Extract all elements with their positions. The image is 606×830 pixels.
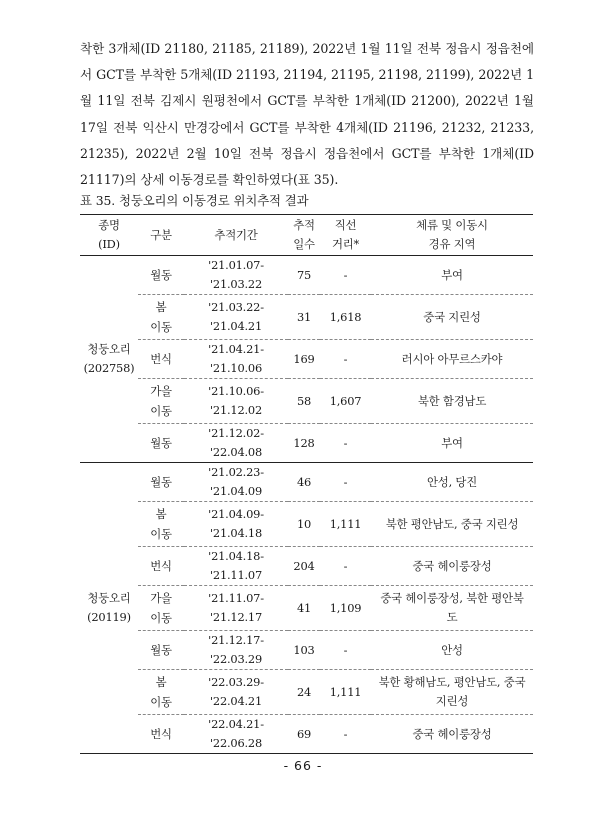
- tracking-table: [80, 214, 533, 754]
- days-cell: 204: [288, 547, 320, 586]
- table-row: [80, 586, 533, 631]
- distance-cell: 1,618: [320, 295, 371, 340]
- days-cell: 75: [288, 256, 320, 295]
- table-row: [80, 424, 533, 463]
- species-cell: [80, 256, 138, 463]
- table-caption: 표 35. 청둥오리의 이동경로 위치추적 결과: [80, 193, 309, 208]
- species-name: 청둥오리: [87, 342, 131, 356]
- distance-cell: -: [320, 340, 371, 379]
- distance-cell: 1,111: [320, 502, 371, 547]
- region-cell: 중국 헤이룽장성, 북한 평안북도: [371, 586, 533, 631]
- species-id: (202758): [83, 361, 135, 375]
- distance-cell: -: [320, 424, 371, 463]
- table-row: [80, 295, 533, 340]
- category-cell: [138, 715, 184, 754]
- days-cell: 103: [288, 631, 320, 670]
- region-cell: 중국 헤이룽장성: [371, 715, 533, 754]
- distance-cell: 1,111: [320, 670, 371, 715]
- category-line: 이동: [150, 320, 172, 334]
- region-cell: 북한 평안남도, 중국 지린성: [371, 502, 533, 547]
- days-cell: 169: [288, 340, 320, 379]
- days-cell: 58: [288, 379, 320, 424]
- table-header-row: [80, 215, 533, 256]
- table-row: [80, 256, 533, 295]
- region-cell: 중국 헤이룽장성: [371, 547, 533, 586]
- category-line: 월동: [150, 474, 172, 489]
- category-cell: [138, 502, 184, 547]
- period-cell: '21.10.06-'21.12.02: [184, 379, 288, 424]
- category-line: 이동: [150, 611, 172, 625]
- page-number: - 66 -: [283, 758, 323, 773]
- category-cell: [138, 379, 184, 424]
- category-line: 번식: [150, 726, 172, 741]
- distance-cell: -: [320, 547, 371, 586]
- period-cell: '22.03.29-'22.04.21: [184, 670, 288, 715]
- species-cell: [80, 463, 138, 754]
- table-row: [80, 379, 533, 424]
- table-row: [80, 502, 533, 547]
- category-line: 봄: [155, 300, 167, 314]
- species-name: 청둥오리: [87, 591, 131, 605]
- table-row: [80, 547, 533, 586]
- category-cell: [138, 631, 184, 670]
- period-cell: '21.03.22-'21.04.21: [184, 295, 288, 340]
- category-cell: [138, 547, 184, 586]
- category-line: 이동: [150, 527, 172, 541]
- category-cell: [138, 295, 184, 340]
- species-id: (20119): [87, 610, 131, 624]
- region-cell: 러시아 아무르스카야: [371, 340, 533, 379]
- period-cell: '21.02.23-'21.04.09: [184, 463, 288, 502]
- period-cell: '21.11.07-'21.12.17: [184, 586, 288, 631]
- header-period: 추적기간: [214, 227, 258, 242]
- category-cell: [138, 586, 184, 631]
- days-cell: 128: [288, 424, 320, 463]
- distance-cell: -: [320, 631, 371, 670]
- category-line: 이동: [150, 695, 172, 709]
- category-line: 이동: [150, 404, 172, 418]
- category-line: 월동: [150, 267, 172, 282]
- table-body: [80, 256, 533, 754]
- days-cell: 31: [288, 295, 320, 340]
- region-cell: 북한 황해남도, 평안남도, 중국 지린성: [371, 670, 533, 715]
- distance-cell: -: [320, 463, 371, 502]
- category-line: 월동: [150, 642, 172, 657]
- category-line: 봄: [155, 507, 167, 521]
- region-cell: 부여: [371, 424, 533, 463]
- table-row: [80, 463, 533, 502]
- days-cell: 41: [288, 586, 320, 631]
- days-cell: 69: [288, 715, 320, 754]
- category-cell: [138, 463, 184, 502]
- header-days: 추적 일수: [293, 218, 315, 251]
- table-row: [80, 670, 533, 715]
- category-line: 봄: [155, 675, 167, 689]
- period-cell: '21.04.21-'21.10.06: [184, 340, 288, 379]
- header-region: 체류 및 이동시 경유 지역: [416, 218, 488, 251]
- header-species: 종명 (ID): [98, 218, 120, 251]
- category-line: 번식: [150, 558, 172, 573]
- days-cell: 10: [288, 502, 320, 547]
- table-row: [80, 631, 533, 670]
- header-category: 구분: [150, 227, 172, 242]
- distance-cell: 1,109: [320, 586, 371, 631]
- category-cell: [138, 424, 184, 463]
- region-cell: 부여: [371, 256, 533, 295]
- category-line: 가을: [150, 384, 172, 398]
- region-cell: 안성: [371, 631, 533, 670]
- category-line: 번식: [150, 351, 172, 366]
- days-cell: 46: [288, 463, 320, 502]
- region-cell: 안성, 당진: [371, 463, 533, 502]
- region-cell: 북한 함경남도: [371, 379, 533, 424]
- category-cell: [138, 340, 184, 379]
- category-line: 가을: [150, 591, 172, 605]
- body-paragraph: 착한 3개체(ID 21180, 21185, 21189), 2022년 1월 11일 전북 정읍시 정읍천에서 GCT를 부착한 5개체(ID 21193, 21194, 21195, 21198, 21199), 2022년 1월 11일 전북 김제시 원평천에서 GCT를 부착한 1개체(ID 21200), 2022년 1월 17일 전북 익산시 만경강에서 GCT를 부착한 4개체(ID 21196, 21232, 21233, 21235), 2022년 2월 10일 전북 정읍시 정읍천에서 GCT를 부착한 1개체(ID 21117)의 상세 이동경로를 확인하였다(표 35).: [80, 41, 534, 188]
- distance-cell: -: [320, 256, 371, 295]
- header-distance: 직선 거리*: [331, 218, 360, 251]
- table-row: [80, 340, 533, 379]
- distance-cell: 1,607: [320, 379, 371, 424]
- period-cell: '21.12.02-'22.04.08: [184, 424, 288, 463]
- category-cell: [138, 256, 184, 295]
- category-cell: [138, 670, 184, 715]
- period-cell: '22.04.21-'22.06.28: [184, 715, 288, 754]
- region-cell: 중국 지린성: [371, 295, 533, 340]
- period-cell: '21.04.09-'21.04.18: [184, 502, 288, 547]
- period-cell: '21.01.07-'21.03.22: [184, 256, 288, 295]
- table-row: [80, 715, 533, 754]
- period-cell: '21.12.17-'22.03.29: [184, 631, 288, 670]
- distance-cell: -: [320, 715, 371, 754]
- period-cell: '21.04.18-'21.11.07: [184, 547, 288, 586]
- days-cell: 24: [288, 670, 320, 715]
- category-line: 월동: [150, 435, 172, 450]
